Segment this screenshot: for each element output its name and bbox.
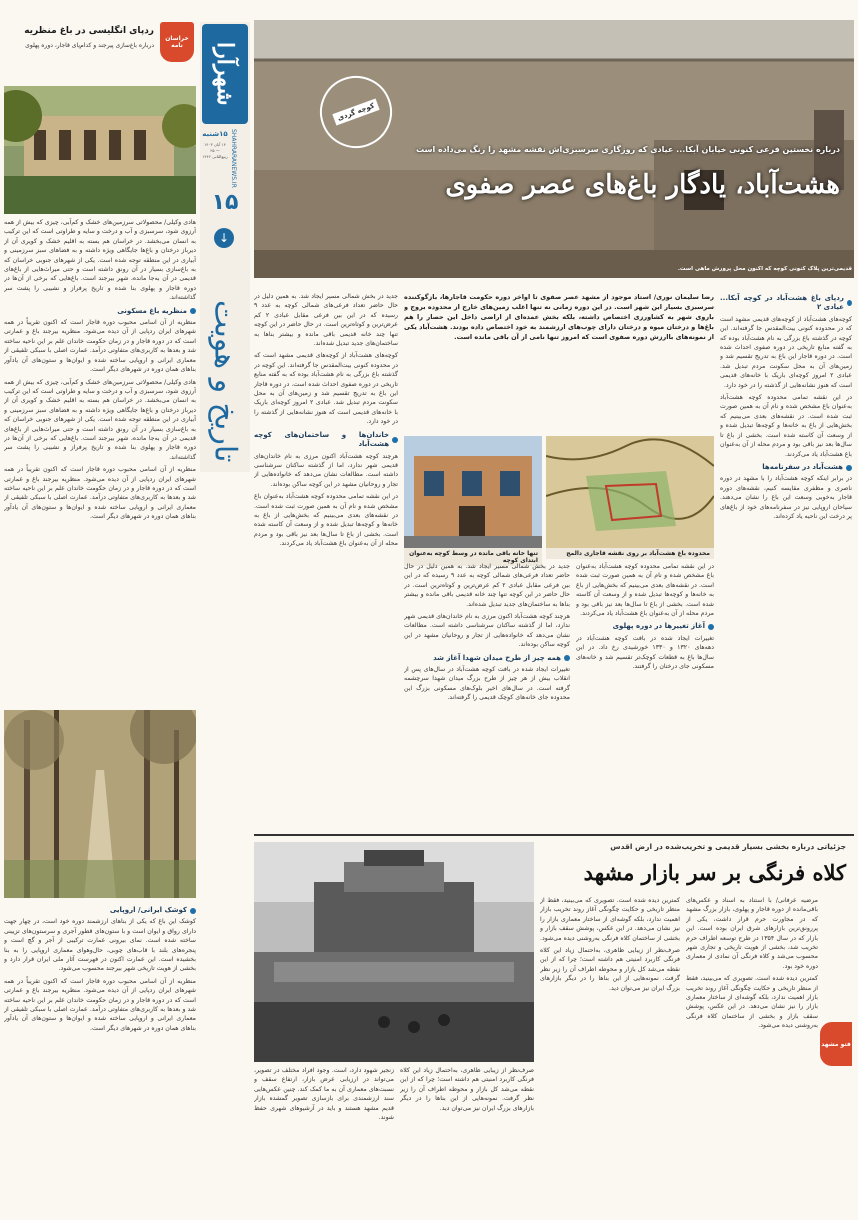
feature-col-3-head: همه چیز از طرح میدان شهدا آغاز شد	[404, 654, 570, 663]
sidebar-title: ردپای انگلیسی در باغ منظریه	[24, 26, 154, 36]
hero-photo-caption: قدیمی‌ترین پلاک کنونی کوچه که اکنون محل پرورش ماهی است.	[677, 266, 852, 272]
feature-lead: رضا سلیمان نوری/ استاد موجود از مشهد عصر صفوی تا اواخر دوره حکومت قاجارها، بازگوکننده سرسبزی بسیار این شهر است. در این دوره زمانی نه تنها اغلب زمین‌های خارج از محدوده بروج و باروی شهر به کشاورزی اختصاص داشته، بلکه بخش عمده‌ای از اراضی داخل این حصار را هم باغ‌ها و درختان میوه و درختان دارای چوب‌های ارزشمند به خود اختصاص داده بودند. هشت‌آباد یکی از نمونه‌های باارزش دوره صفوی است که امروز تنها نامی از آن باقی مانده است.	[404, 293, 714, 341]
feature-col-3-text: جدید در بخش شمالی مسیر ایجاد شد. به همین دلیل در حال حاضر تعداد فرعی‌های شمالی کوچه به عدد ۹ رسیده که در این بین فرعی مقابل عبادی ۲ کم عرض‌ترین و کوتاه‌ترین است. در حال حاضر در این کوچه تنها چند خانه قدیمی باقی مانده و بیشتر بناها به ساختمان‌های جدید تبدیل شده‌اند.	[404, 563, 570, 608]
sidebar-intro: هادی وکیلی/ محصولاتی سرزمین‌های خشک و کم‌آبی، چیزی که بیش از همه آرزوی شود، سرسبزی و آب و درخت و سایه و طراوتی است که این ترکیب به انسان می‌بخشد. در خراسان هم بسته به اقلیم خشک و کویری آن از دیرباز درختان و باغ‌ها جایگاهی ویژه داشته و به فضاهای سبز سرزمینی و آبیاری در این منطقه توجه شده است. یکی از شهرهای جنوبی خراسان که به باغ‌سازی بسیار در آن رونق داشته است و حتی میراث‌هایی از باغ‌های قدیمی در آن به‌جا مانده، شهر بیرجند است. باغ‌هایی که برخی از آن‌ها در دوره قاجار و پهلوی بنا شده و تاریخ پرفراز و نشیبی را پشت سر گذاشته‌اند.	[4, 219, 196, 302]
sidebar-photo-garden	[4, 710, 196, 898]
feature-col-4-text: جدید در بخش شمالی مسیر ایجاد شد. به همین دلیل در حال حاضر تعداد فرعی‌های شمالی کوچه به عدد ۹ رسیده که در این بین فرعی مقابل عبادی ۲ کم عرض‌ترین و کوتاه‌ترین است. در حال حاضر در این کوچه تنها چند خانه قدیمی باقی مانده و بیشتر بناها به ساختمان‌های جدید تبدیل شده‌اند.	[254, 293, 398, 348]
sidebar-section-head-2: کوشک ایرانی/ اروپایی	[4, 906, 196, 915]
feature-col-2	[576, 562, 714, 832]
bottom-col-1-text: مرضیه عرفانی/ با استناد به اسناد و عکس‌های باقی‌مانده از دوره قاجار و پهلوی، بازار بزرگ مشهد که در مجاورت حرم قرار داشت، یکی از پررونق‌ترین بازارهای شرق ایران بوده است. این بازار که در سال ۱۳۵۴ در طرح توسعه اطراف حرم تخریب شد، بخشی از هویت تاریخی و تجاری شهر محسوب می‌شد و کلاه فرنگی آن نمادی از معماری دوره خود بود.	[686, 897, 818, 970]
sidebar-intro-repeat: هادی وکیلی/ محصولاتی سرزمین‌های خشک و کم‌آبی، چیزی که بیش از همه آرزوی شود، سرسبزی و آب و درخت و سایه و طراوتی است که این ترکیب به انسان می‌بخشد. در خراسان هم بسته به اقلیم خشک و کویری آن از دیرباز درختان و باغ‌ها جایگاهی ویژه داشته و به فضاهای سبز سرزمینی و آبیاری در این منطقه توجه شده است. یکی از شهرهای جنوبی خراسان که به باغ‌سازی بسیار در آن رونق داشته است و حتی میراث‌هایی از باغ‌های قدیمی در آن به‌جا مانده، شهر بیرجند است. باغ‌هایی که برخی از آن‌ها در دوره قاجار و پهلوی بنا شده و تاریخ پرفراز و نشیبی را پشت سر گذاشته‌اند.	[4, 378, 196, 461]
page-number: ۱۵	[211, 190, 239, 215]
bottom-col-2	[540, 896, 680, 1216]
bottom-col-1-text-2: کمترین دیده شده است. تصویری که می‌بینید، فقط از منظر تاریخی و حکایت چگونگی آغاز روند تخریب بازار اهمیت ندارد، بلکه گوشه‌ای از ساختار معماری بازار را نیز نشان می‌دهد. در این عکس، پوشش سقف بازار و بخشی از ساختمان کلاه فرنگی به‌روشنی دیده می‌شود.	[686, 975, 818, 1030]
feature-col-4-text-4: در این نقشه تمامی محدوده کوچه هشت‌آباد به‌عنوان باغ مشخص شده و نام آن به همین صورت ثبت شده است. در نقشه‌های بعدی می‌بینیم که بخش‌هایی از باغ به خانه‌ها و کوچه‌ها تبدیل شده و از وسعت آن کاسته شده است. بخشی از باغ تا سال‌ها بعد نیز باقی بود و مردم محله از آن به‌عنوان باغ هشت‌آباد یاد می‌کردند.	[254, 493, 398, 548]
feature-col-3-text-more: هرچند کوچه هشت‌آباد اکنون مرزی به نام خاندان‌های قدیمی شهر ندارد، اما از گذشته ساکنان سرشناسی داشته است. مطالعات نشان می‌دهد که خانواده‌هایی از تجار و روحانیان مشهد در این کوچه ساکن بوده‌اند.	[404, 613, 570, 649]
feature-col-2-head: آغاز تغییرها در دوره پهلوی	[576, 622, 714, 631]
feature-photo-house-caption: تنها خانه باقی مانده در وسط کوچه به‌عنوان ابتدای کوچه	[404, 548, 542, 566]
feature-title: هشت‌آباد، یادگار باغ‌های عصر صفوی	[445, 170, 840, 200]
sidebar-section-text-2: کوشک این باغ که یکی از بناهای ارزشمند دوره خود است، در چهار جهت دارای رواق و ایوان است و با ستون‌های قطور آجری و سرستون‌های تزیینی ساخته شده است. نمای بیرونی عمارت ترکیبی از آجر و گچ است و پنجره‌های بلند با قاب‌های چوبی، حال‌وهوای معماری اروپایی را به بنا بخشیده است. این عمارت اکنون در فهرست آثار ملی ایران قرار دارد و بخشی از هویت تاریخی شهر بیرجند محسوب می‌شود.	[4, 918, 196, 973]
bottom-col-2-text: کمترین دیده شده است. تصویری که می‌بینید، فقط از منظر تاریخی و حکایت چگونگی آغاز روند تخریب بازار اهمیت ندارد، بلکه گوشه‌ای از ساختار معماری بازار را نیز نشان می‌دهد. در این عکس، پوشش سقف بازار و بخشی از ساختمان کلاه فرنگی به‌روشنی دیده می‌شود.	[540, 897, 680, 942]
feature-kicker: درباره نخستین فرعی کنونی خیابان آبکا... عیادی که روزگاری سرسبزی‌اش نقشه مشهد را رنگ می‌داده است	[416, 145, 840, 154]
bottom-col-1	[686, 896, 818, 1216]
bottom-col-3-text: صرف‌نظر از زیبایی ظاهری، به‌احتمال زیاد این کلاه فرنگی کاربرد امنیتی هم داشته است؛ چرا که از این نقطه می‌شد کل بازار و محوطه اطراف آن را زیر نظر گرفت. نمونه‌هایی از این بناها را در دیگر بازارهای بزرگ ایران نیز می‌توان دید.	[400, 1067, 534, 1112]
sidebar	[4, 20, 196, 1216]
feature-col-3	[404, 562, 570, 832]
section-title: تاریخ و هویت	[207, 299, 243, 462]
sidebar-subtitle: درباره باغ‌سازی پیرجند و کدام‌پای قاجار، دوره پهلوی	[25, 42, 154, 49]
feature-col-4-head: خاندان‌ها و ساختمان‌های کوچه هشت‌آباد	[254, 431, 398, 450]
feature-lead-label: ردپای باغ هشت‌آباد در کوچه آبکا... عیادی ۲	[720, 294, 852, 313]
bottom-article-title: کلاه فرنگی بر سر بازار مشهد	[583, 860, 846, 885]
bottom-article-kicker: جزئیاتی درباره بخشی بسیار قدیمی و تخریب‌شده در ارض اقدس	[610, 842, 846, 851]
feature-col-1-head-2: هشت‌آباد در سفرنامه‌ها	[720, 463, 852, 472]
feature-col-4-text-2: کوچه‌های هشت‌آباد از کوچه‌های قدیمی مشهد است که در محدوده کنونی بیت‌المقدس جا گرفته‌اند. این کوچه در گذشته باغ بزرگی به نام هشت‌آباد بوده که به گفته منابع تاریخی در دوره صفوی احداث شده است. در دوره قاجار این باغ به تدریج تقسیم شد و زمین‌های آن به محل سکونت مردم تبدیل شد. عبادی ۲ امروز کوچه‌ای باریک با خانه‌های قدیمی است که هنوز نشانه‌هایی از گذشته را در خود دارد.	[254, 352, 398, 426]
day-label: ۱۵شنبه	[202, 130, 228, 138]
sidebar-body-2	[4, 902, 196, 1216]
dateline: ۱۴ آبان ۱۴۰۳ — ۲۵ ربیع‌الثانی ۱۴۴۶	[202, 142, 228, 159]
bazaar-photo	[254, 842, 534, 1062]
bottom-article-badge: فتو مشهد	[820, 1022, 852, 1066]
sidebar-body	[4, 218, 196, 704]
bottom-col-4-text: زنجیر شهود دارد، است. وجود افراد مختلف در تصویر، می‌تواند در ارزیابی عرض بازار، ارتفاع سقف و نسبت‌های معماری آن به ما کمک کند. چنین عکس‌هایی سند ارزشمندی برای بازسازی تصویر گمشده بازار قدیم مشهد هستند و باید در آرشیوهای شهری حفظ شوند.	[254, 1067, 394, 1122]
feature-col-4	[254, 292, 398, 832]
feature-col-1-text-3: در برابر اینکه کوچه هشت‌آباد را با مشهد در دوره ناصری و مظفری مقایسه کنیم، نقشه‌های دوره قاجار به‌خوبی وسعت این باغ را نشان می‌دهند. سیاحان اروپایی نیز در سفرنامه‌های خود از باغ‌های پر درخت این ناحیه یاد کرده‌اند.	[720, 475, 852, 520]
bottom-article-divider	[254, 834, 854, 836]
feature-col-3-text-2: تغییرات ایجاد شده در بافت کوچه هشت‌آباد در سال‌های پس از انقلاب بیش از هر چیز از طرح بزرگ میدان شهدا سرچشمه گرفته است. در سال‌های اخیر بلوک‌های مسکونی بزرگ این محدوده جای خانه‌های کوچک قدیمی را گرفته‌اند.	[404, 666, 570, 702]
feature-photo-map	[546, 436, 714, 548]
bottom-col-3	[400, 1066, 534, 1216]
feature-col-2-text: در این نقشه تمامی محدوده کوچه هشت‌آباد به‌عنوان باغ مشخص شده و نام آن به همین صورت ثبت شده است. در نقشه‌های بعدی می‌بینیم که بخش‌هایی از باغ به خانه‌ها و کوچه‌ها تبدیل شده و از وسعت آن کاسته شده است. بخشی از باغ تا سال‌ها بعد نیز باقی بود و مردم محله از آن به‌عنوان باغ هشت‌آباد یاد می‌کردند.	[576, 563, 714, 618]
masthead-strip	[200, 22, 250, 472]
feature-col-4-text-3: هرچند کوچه هشت‌آباد اکنون مرزی به نام خاندان‌های قدیمی شهر ندارد، اما از گذشته ساکنان سرشناسی داشته است. مطالعات نشان می‌دهد که خانواده‌هایی از تجار و روحانیان مشهد در این کوچه ساکن بوده‌اند.	[254, 452, 398, 488]
logo: شهرآرا	[202, 24, 248, 124]
sidebar-section-text-repeat: منظریه از آن اسامی محبوب دوره قاجار است که اکنون تقریباً در همه شهرهای ایران ردپایی از آن دیده می‌شود. منظریه بیرجند باغ و عمارتی است که در دوره قاجار و در زمان حکومت خاندان علم بر این ناحیه ساخته شد و بعدها به کاربری‌های متفاوتی درآمد. عمارت اصلی با سبکی تلفیقی از معماری ایرانی و اروپایی ساخته شده و ایوان‌ها و ستون‌های آن یادآور بناهای همان دوره در شهرهای دیگر است.	[4, 466, 196, 521]
feature-col-1-text-2: در این نقشه تمامی محدوده کوچه هشت‌آباد به‌عنوان باغ مشخص شده و نام آن به همین صورت ثبت شده است. در نقشه‌های بعدی می‌بینیم که بخش‌هایی از باغ به خانه‌ها و کوچه‌ها تبدیل شده و از وسعت آن کاسته شده است. بخشی از باغ تا سال‌ها بعد نیز باقی بود و مردم محله از آن به‌عنوان باغ هشت‌آباد یاد می‌کردند.	[720, 394, 852, 458]
feature-col-1	[720, 290, 852, 630]
down-arrow-icon: ↓	[214, 228, 234, 248]
sidebar-section-head: منظریه باغ مسکونی	[4, 307, 196, 316]
sidebar-photo-mansion	[4, 86, 196, 214]
sidebar-badge: خراسان نامه	[160, 22, 194, 62]
bottom-col-2-text-2: صرف‌نظر از زیبایی ظاهری، به‌احتمال زیاد این کلاه فرنگی کاربرد امنیتی هم داشته است؛ چرا که از این نقطه می‌شد کل بازار و محوطه اطراف آن را زیر نظر گرفت. نمونه‌هایی از این بناها را در دیگر بازارهای بزرگ ایران نیز می‌توان دید.	[540, 947, 680, 992]
bottom-col-4	[254, 1066, 394, 1216]
feature-photo-house	[404, 436, 542, 548]
feature-stamp: کوچه گردی	[310, 66, 402, 158]
website[interactable]: SHAHRARANEWS.IR	[230, 129, 237, 188]
sidebar-section-text: منظریه از آن اسامی محبوب دوره قاجار است که اکنون تقریباً در همه شهرهای ایران ردپایی از آن دیده می‌شود. منظریه بیرجند باغ و عمارتی است که در دوره قاجار و در زمان حکومت خاندان علم بر این ناحیه ساخته شد و بعدها به کاربری‌های متفاوتی درآمد. عمارت اصلی با سبکی تلفیقی از معماری ایرانی و اروپایی ساخته شده و ایوان‌ها و ستون‌های آن یادآور بناهای همان دوره در شهرهای دیگر است.	[4, 319, 196, 374]
sidebar-section-text-2-more: منظریه از آن اسامی محبوب دوره قاجار است که اکنون تقریباً در همه شهرهای ایران ردپایی از آن دیده می‌شود. منظریه بیرجند باغ و عمارتی است که در دوره قاجار و در زمان حکومت خاندان علم بر این ناحیه ساخته شد و بعدها به کاربری‌های متفاوتی درآمد. عمارت اصلی با سبکی تلفیقی از معماری ایرانی و اروپایی ساخته شده و ایوان‌ها و ستون‌های آن یادآور بناهای همان دوره در شهرهای دیگر است.	[4, 977, 196, 1032]
feature-col-2-text-2: تغییرات ایجاد شده در بافت کوچه هشت‌آباد در دهه‌های ۱۳۲۰ و ۱۳۳۰ خورشیدی رخ داد. در این سال‌ها باغ به قطعات کوچک‌تر تقسیم شد و خانه‌های مسکونی جای درختان را گرفتند.	[576, 634, 714, 671]
feature-col-1-text: کوچه‌های هشت‌آباد از کوچه‌های قدیمی مشهد است که در محدوده کنونی بیت‌المقدس جا گرفته‌اند. این کوچه در گذشته باغ بزرگی به نام هشت‌آباد بوده که به گفته منابع تاریخی در دوره صفوی احداث شده است. در دوره قاجار این باغ به تدریج تقسیم شد و زمین‌های آن به محل سکونت مردم تبدیل شد. عبادی ۲ امروز کوچه‌ای باریک با خانه‌های قدیمی است که هنوز نشانه‌هایی از گذشته را در خود دارد.	[720, 315, 852, 389]
feature-photo-map-caption: محدوده باغ هشت‌آباد بر روی نقشه قاجاری دالمج	[546, 548, 714, 559]
